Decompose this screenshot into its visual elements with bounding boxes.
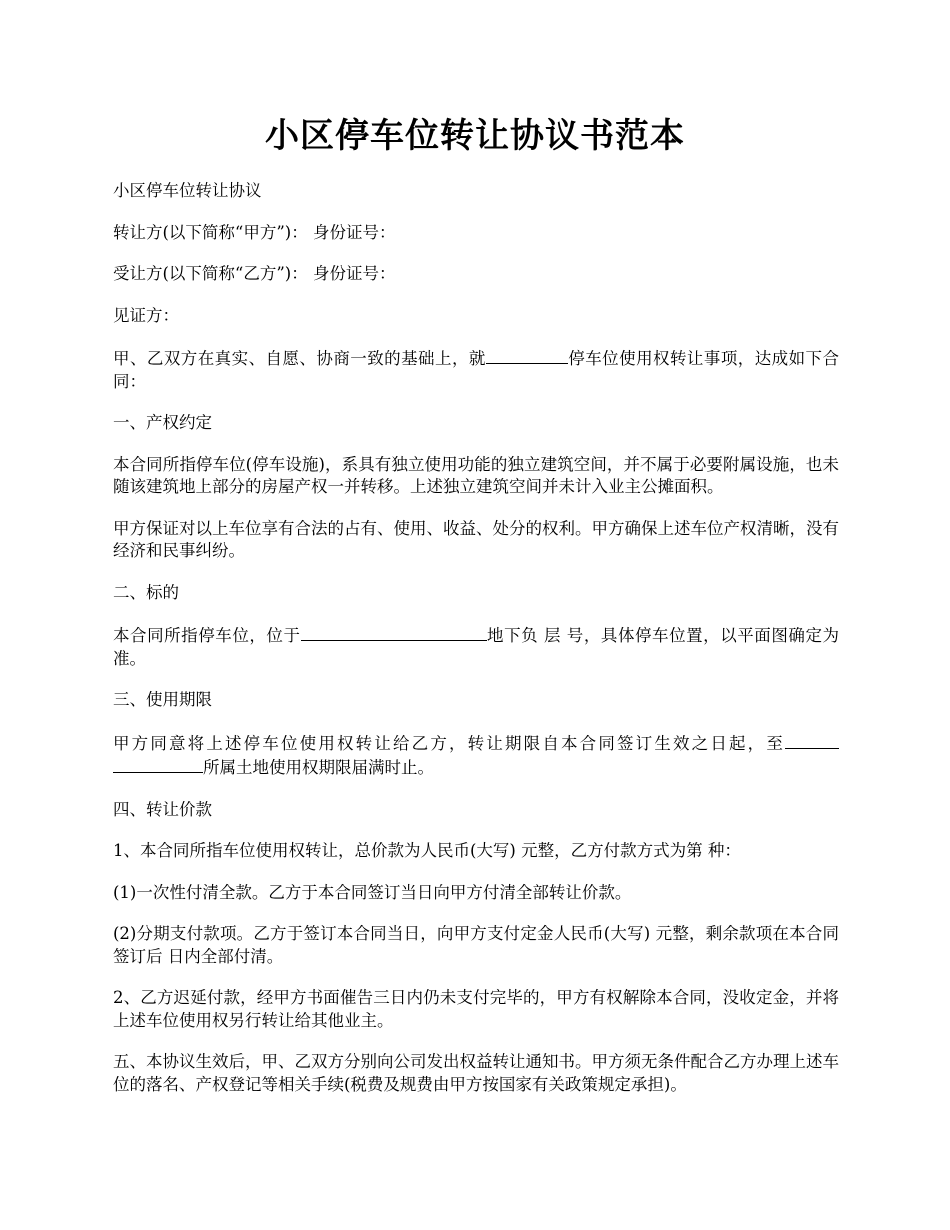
term-end-blank-1 xyxy=(785,731,839,749)
section1-heading: 一、产权约定 xyxy=(113,413,212,432)
section1-paragraph-1: 本合同所指停车位(停车设施)，系具有独立使用功能的独立建筑空间，并不属于必要附属设施，也未随该建筑地上部分的房屋产权一并转移。上述独立建筑空间并未计入业主公摊面积。 xyxy=(113,454,839,496)
transferor-line: 转让方(以下简称“甲方”)： 身份证号： xyxy=(113,222,396,242)
section5-paragraph: 五、本协议生效后，甲、乙双方分别向公司发出权益转让通知书。甲方须无条件配合乙方办理上述车位的落名、产权登记等相关手续(税费及规费由甲方按国家有关政策规定承担)。 xyxy=(113,1052,839,1094)
preamble-text-b: 停车位使用权转让事项，达成如下合同： xyxy=(113,349,840,391)
section3-paragraph xyxy=(113,731,839,780)
address-blank xyxy=(301,623,487,641)
section2-text-a: 本合同所指停车位，位于 xyxy=(113,626,301,645)
section2-text-b: 地下负 层 号，具体停车位置，以平面图确定为准。 xyxy=(113,626,839,668)
section4-paragraph-1: 1、本合同所指车位使用权转让，总价款为人民币(大写) 元整，乙方付款方式为第 种： xyxy=(113,841,741,860)
section2-heading: 二、标的 xyxy=(113,582,179,602)
term-end-blank-2 xyxy=(113,755,203,773)
witness-line: 见证方： xyxy=(113,305,179,325)
document-body xyxy=(113,180,839,1115)
section3-text-a: 甲方同意将上述停车位使用权转让给乙方，转让期限自本合同签订生效之日起，至 xyxy=(113,733,785,753)
section3-text-b: 所属土地使用权期限届满时止。 xyxy=(203,758,434,777)
preamble-paragraph xyxy=(113,346,839,393)
page-title: 小区停车位转让协议书范本 xyxy=(265,116,685,156)
intro-line: 小区停车位转让协议 xyxy=(113,181,262,200)
section4-paragraph-4: 2、乙方迟延付款，经甲方书面催告三日内仍未支付完毕的，甲方有权解除本合同，没收定金，并将上述车位使用权另行转让给其他业主。 xyxy=(113,988,839,1030)
parking-location-blank xyxy=(486,346,568,364)
section1-paragraph-2: 甲方保证对以上车位享有合法的占有、使用、收益、处分的权利。甲方确保上述车位产权清晰，没有经济和民事纠纷。 xyxy=(113,518,839,560)
section4-paragraph-3: (2)分期支付款项。乙方于签订本合同当日，向甲方支付定金人民币(大写) 元整，剩余款项在本合同签订后 日内全部付清。 xyxy=(113,924,839,966)
section4-heading: 四、转让价款 xyxy=(113,799,212,819)
section3-heading: 三、使用期限 xyxy=(113,690,212,709)
preamble-text-a: 甲、乙双方在真实、自愿、协商一致的基础上，就 xyxy=(113,349,486,368)
transferee-line: 受让方(以下简称“乙方”)： 身份证号： xyxy=(113,264,396,283)
section4-paragraph-2: (1)一次性付清全款。乙方于本合同签订当日向甲方付清全部转让价款。 xyxy=(113,882,632,902)
section2-paragraph xyxy=(113,623,839,670)
